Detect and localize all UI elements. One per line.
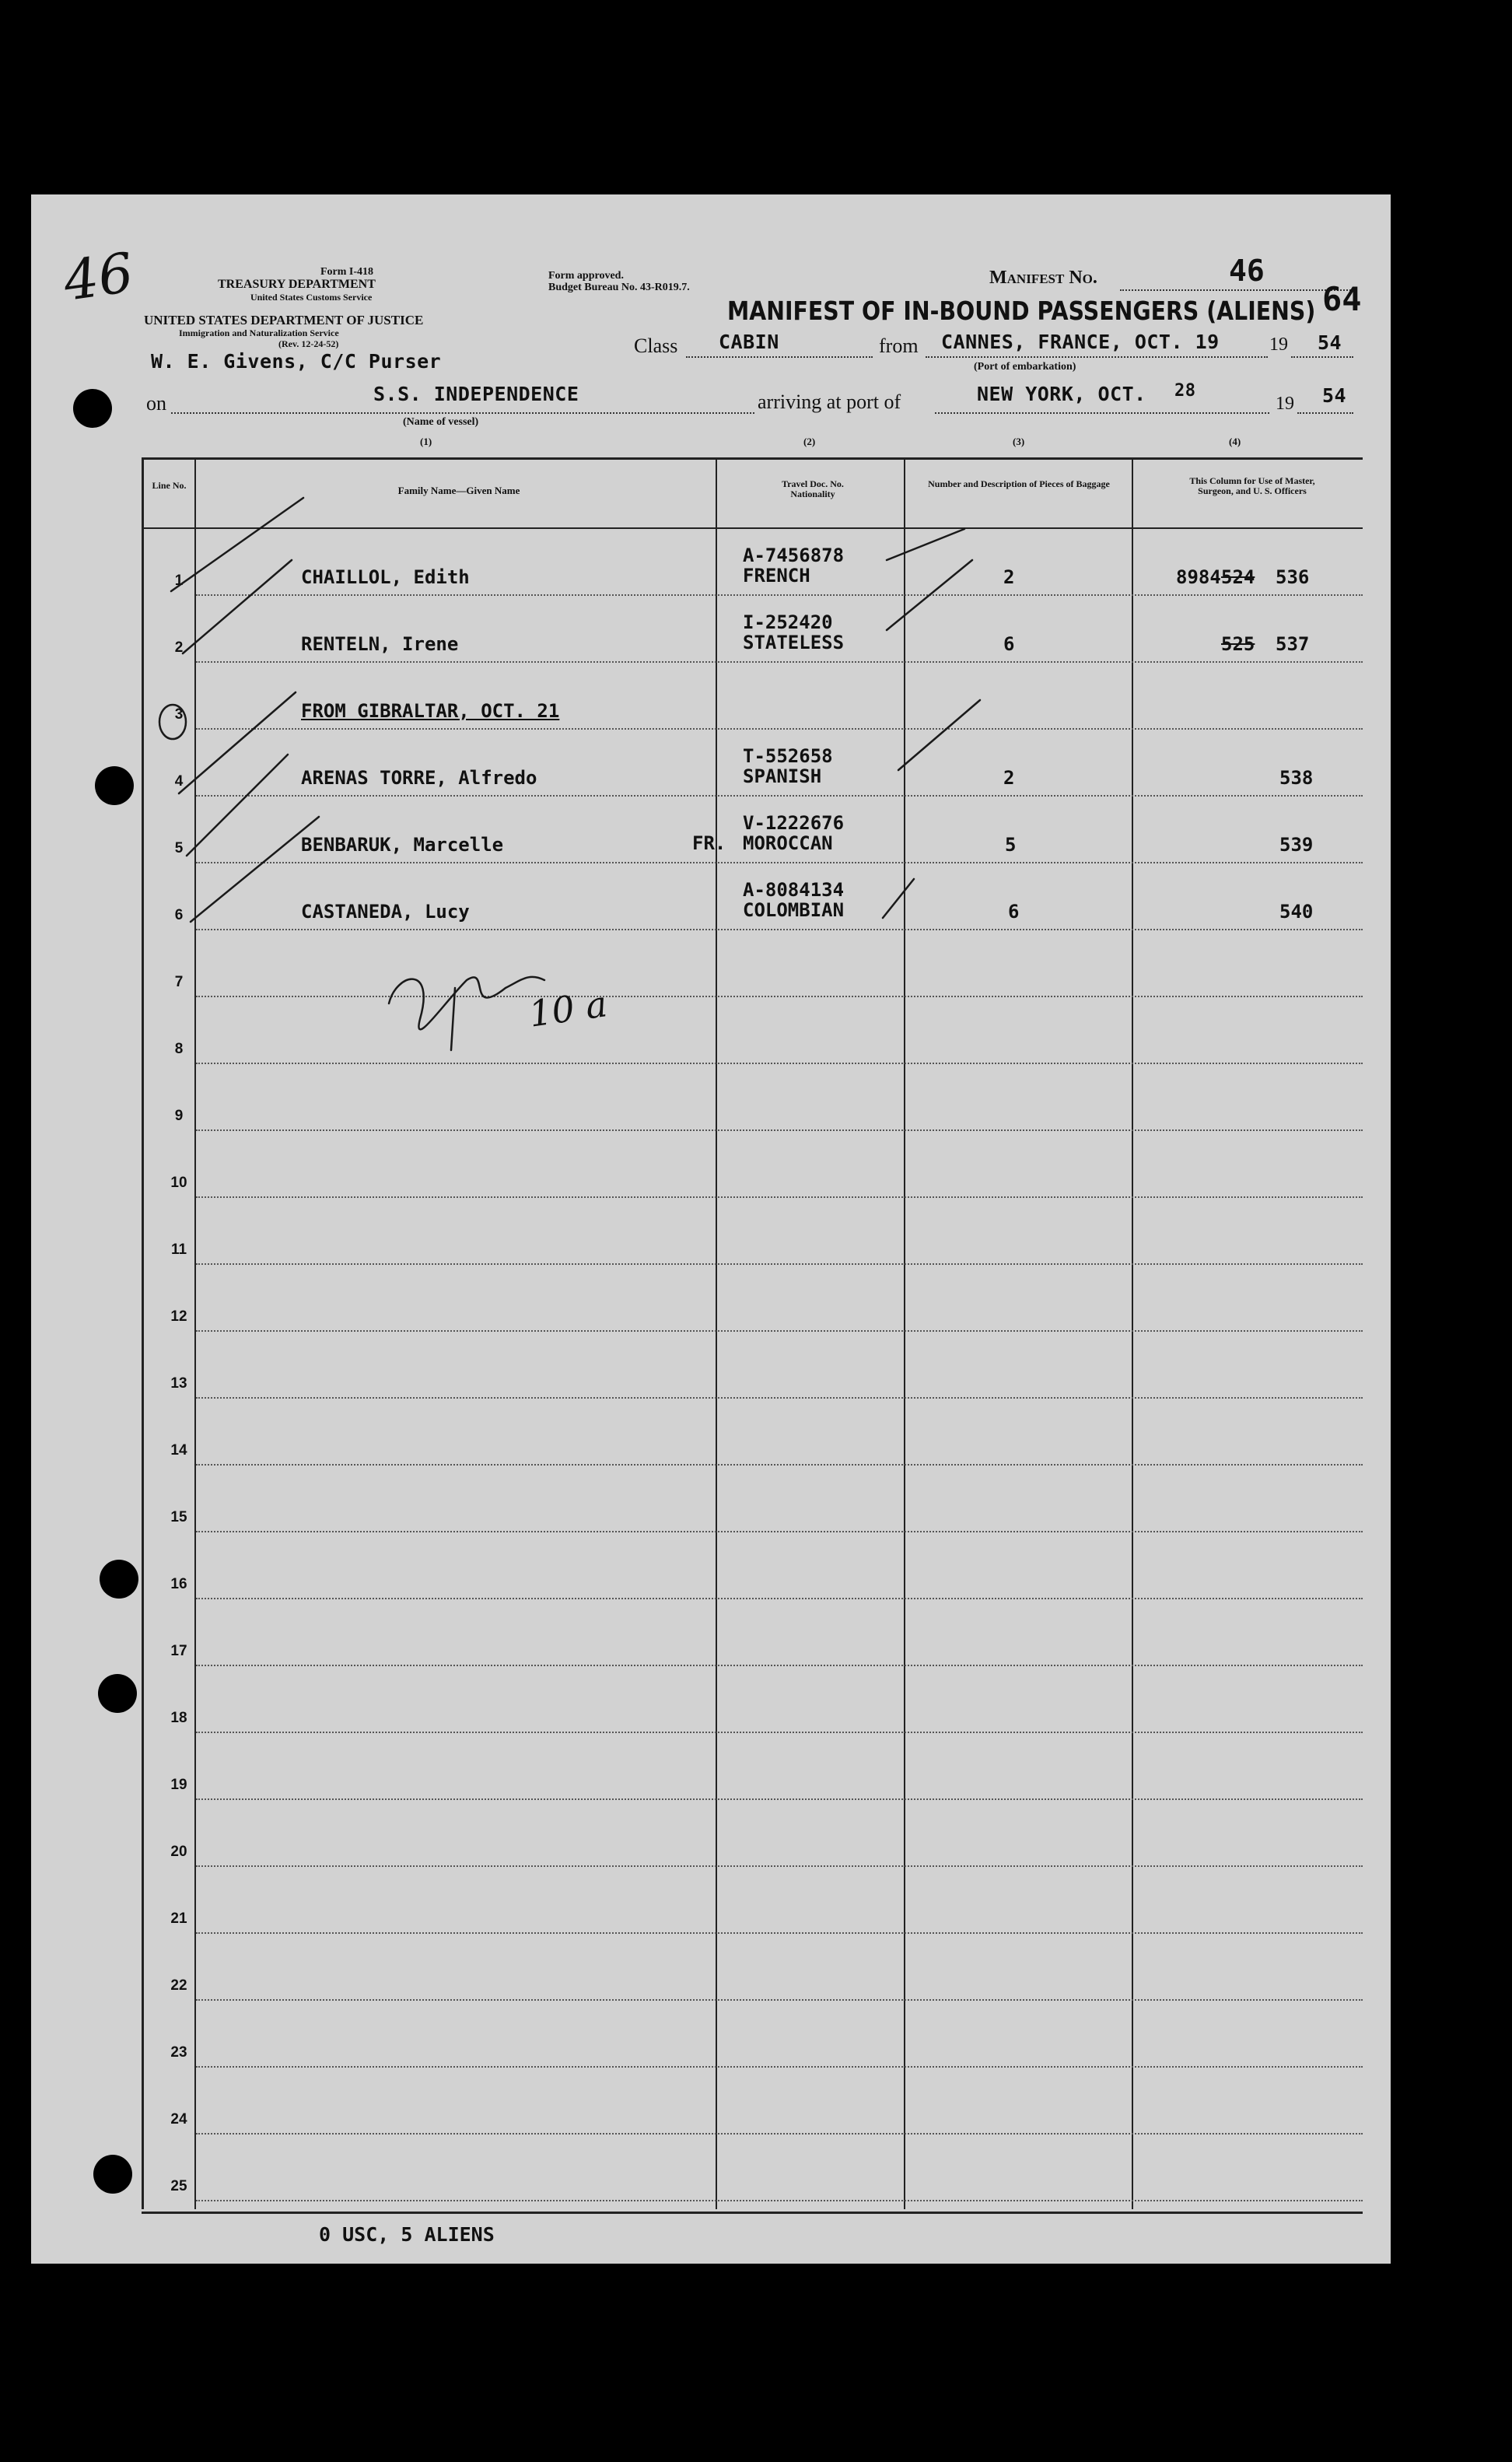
- line-number: 15: [170, 1509, 187, 1525]
- form-approved: Form approved.: [548, 270, 624, 282]
- arrival-underline: [935, 412, 1269, 414]
- passenger-6-doc: A-8084134: [743, 879, 845, 901]
- row-line: [196, 1798, 1363, 1800]
- line-number: 25: [170, 2178, 187, 2194]
- line-number: 20: [170, 1844, 187, 1860]
- row-line: [196, 1196, 1363, 1198]
- passenger-4-nationality: SPANISH: [743, 765, 822, 787]
- passenger-1-baggage: 2: [1003, 566, 1015, 588]
- immigration-service: Immigration and Naturalization Service: [179, 327, 339, 338]
- row-line: [196, 2066, 1363, 2068]
- passenger-2-nationality: STATELESS: [743, 632, 845, 653]
- manifest-title: MANIFEST OF IN-BOUND PASSENGERS (ALIENS): [727, 296, 1316, 326]
- arrival-year-prefix: 19: [1276, 394, 1294, 414]
- customs-service: United States Customs Service: [250, 292, 373, 303]
- line-number: 3: [174, 706, 184, 723]
- manifest-no-label: Manifest No.: [989, 268, 1097, 288]
- divider-doc: [904, 457, 905, 2209]
- line-number: 14: [170, 1442, 187, 1459]
- passenger-5-baggage: 5: [1005, 834, 1017, 856]
- footer-summary: 0 USC, 5 ALIENS: [319, 2223, 495, 2246]
- manifest-page: [31, 194, 1391, 2264]
- punch-hole-1: [73, 389, 112, 428]
- line-number: 16: [170, 1576, 187, 1592]
- row-line: [196, 1932, 1363, 1934]
- table-left-border: [142, 457, 144, 2209]
- manifest-number: 46: [1229, 254, 1265, 288]
- from-underline: [926, 356, 1268, 358]
- row-line: [196, 728, 1363, 730]
- budget-bureau: Budget Bureau No. 43-R019.7.: [548, 282, 690, 293]
- handwritten-note: 10 a: [526, 982, 610, 1035]
- row-line: [196, 1263, 1363, 1265]
- arrival-year: 54: [1322, 384, 1347, 407]
- row-line: [196, 1531, 1363, 1532]
- line-number: 7: [174, 974, 184, 990]
- column-4-number: (4): [1229, 436, 1241, 447]
- passenger-1-name: CHAILLOL, Edith: [301, 566, 470, 588]
- manifest-no-underline: [1120, 289, 1353, 291]
- on-label: on: [146, 392, 166, 415]
- passenger-2-doc: I-252420: [743, 611, 833, 633]
- line-number: 17: [170, 1643, 187, 1659]
- line-number: 11: [170, 1242, 187, 1258]
- form-number: Form I-418: [320, 266, 374, 278]
- passenger-5-name: BENBARUK, Marcelle: [301, 834, 504, 856]
- line-number: 2: [174, 639, 184, 656]
- row-line: [196, 795, 1363, 797]
- row-line: [196, 996, 1363, 997]
- line-number: 8: [174, 1041, 184, 1057]
- column-3-number: (3): [1013, 436, 1025, 447]
- travel-doc-column-header: Travel Doc. No. Nationality: [782, 478, 844, 499]
- divider-bags: [1132, 457, 1133, 2209]
- purser-name: W. E. Givens, C/C Purser: [151, 350, 442, 373]
- column-2-number: (2): [803, 436, 816, 447]
- row-line: [196, 862, 1363, 863]
- row-line: [196, 1665, 1363, 1666]
- class-value: CABIN: [719, 331, 779, 353]
- passenger-2-baggage: 6: [1003, 633, 1015, 655]
- revision-date: (Rev. 12-24-52): [278, 338, 339, 349]
- passenger-5-nat-prefix: FR.: [692, 832, 726, 854]
- passenger-2-name: RENTELN, Irene: [301, 633, 459, 655]
- line-number: 10: [170, 1175, 187, 1191]
- arrival-year-underline: [1297, 412, 1353, 414]
- line-number: 24: [170, 2111, 187, 2128]
- row-line: [196, 1732, 1363, 1733]
- passenger-2-officer-struck: 525: [1221, 633, 1255, 655]
- passenger-5-nationality: MOROCCAN: [743, 832, 833, 854]
- arrival-port: NEW YORK, OCT.: [977, 383, 1146, 405]
- column-1-number: (1): [420, 436, 432, 447]
- passenger-4-officer-number: 538: [1279, 767, 1314, 789]
- row-line: [196, 1999, 1363, 2001]
- row-line: [196, 1865, 1363, 1867]
- treasury-department: TREASURY DEPARTMENT: [218, 278, 376, 291]
- arriving-label: arriving at port of: [754, 390, 904, 414]
- row-line: [196, 1129, 1363, 1131]
- line-number: 22: [170, 1977, 187, 1994]
- row-line: [196, 594, 1363, 596]
- vessel-caption: (Name of vessel): [403, 416, 479, 428]
- passenger-4-doc: T-552658: [743, 745, 833, 767]
- passenger-1-officer-struck: 524: [1221, 566, 1255, 588]
- row-line: [196, 1063, 1363, 1064]
- passenger-1-doc: A-7456878: [743, 545, 845, 566]
- section-gibraltar: FROM GIBRALTAR, OCT. 21: [301, 700, 560, 722]
- port-caption: (Port of embarkation): [974, 361, 1076, 373]
- department-of-justice: UNITED STATES DEPARTMENT OF JUSTICE: [144, 313, 424, 327]
- passenger-6-name: CASTANEDA, Lucy: [301, 901, 470, 923]
- passenger-1-officer-number: 536: [1276, 566, 1310, 588]
- row-line: [196, 2133, 1363, 2135]
- passenger-6-baggage: 6: [1008, 901, 1020, 923]
- passenger-4-baggage: 2: [1003, 767, 1015, 789]
- line-number: 13: [170, 1375, 187, 1392]
- line-number: 4: [174, 773, 184, 790]
- name-column-header: Family Name—Given Name: [397, 485, 520, 496]
- passenger-5-officer-number: 539: [1279, 834, 1314, 856]
- passenger-6-nationality: COLOMBIAN: [743, 899, 845, 921]
- passenger-5-doc: V-1222676: [743, 812, 845, 834]
- vessel-underline: [171, 412, 786, 414]
- margin-handwritten-mark: 46: [59, 240, 138, 313]
- line-number: 6: [174, 907, 184, 923]
- passenger-2-officer-number: 537: [1276, 633, 1310, 655]
- row-line: [196, 1330, 1363, 1332]
- punch-hole-4: [98, 1674, 137, 1713]
- line-number: 1: [174, 573, 184, 589]
- officers-column-header: This Column for Use of Master, Surgeon, and U. S. Officers: [1189, 475, 1315, 496]
- line-number: 19: [170, 1777, 187, 1793]
- from-value: CANNES, FRANCE, OCT. 19: [941, 331, 1220, 353]
- row-line: [196, 929, 1363, 930]
- from-year-prefix: 19: [1269, 334, 1288, 355]
- punch-hole-3: [100, 1560, 138, 1599]
- line-number: 18: [170, 1710, 187, 1726]
- passenger-4-name: ARENAS TORRE, Alfredo: [301, 767, 537, 789]
- from-year: 54: [1318, 331, 1342, 354]
- line-number: 5: [174, 840, 184, 856]
- passenger-1-officer-ref: 8984: [1176, 566, 1221, 588]
- row-line: [196, 661, 1363, 663]
- row-line: [196, 2200, 1363, 2201]
- line-number: 21: [170, 1910, 187, 1927]
- line-number: 9: [174, 1108, 184, 1124]
- line-number: 12: [170, 1308, 187, 1325]
- line-number-header: Line No.: [152, 480, 187, 491]
- passenger-6-officer-number: 540: [1279, 901, 1314, 923]
- vessel-name: S.S. INDEPENDENCE: [373, 383, 579, 405]
- from-year-underline: [1291, 356, 1353, 358]
- header-row-bottom: [142, 527, 1363, 529]
- from-label: from: [879, 334, 919, 357]
- page-number: 64: [1322, 280, 1362, 318]
- class-label: Class: [634, 334, 678, 357]
- line-number: 23: [170, 2044, 187, 2061]
- row-line: [196, 1397, 1363, 1399]
- row-line: [196, 1598, 1363, 1599]
- class-underline: [686, 356, 873, 358]
- arrival-day: 28: [1174, 381, 1196, 401]
- divider-name: [716, 457, 717, 2209]
- passenger-1-nationality: FRENCH: [743, 565, 810, 587]
- punch-hole-5: [93, 2155, 132, 2194]
- punch-hole-2: [95, 766, 134, 805]
- row-line: [196, 1464, 1363, 1466]
- baggage-column-header: Number and Description of Pieces of Baggage: [928, 478, 1110, 489]
- divider-line-no: [194, 457, 196, 2209]
